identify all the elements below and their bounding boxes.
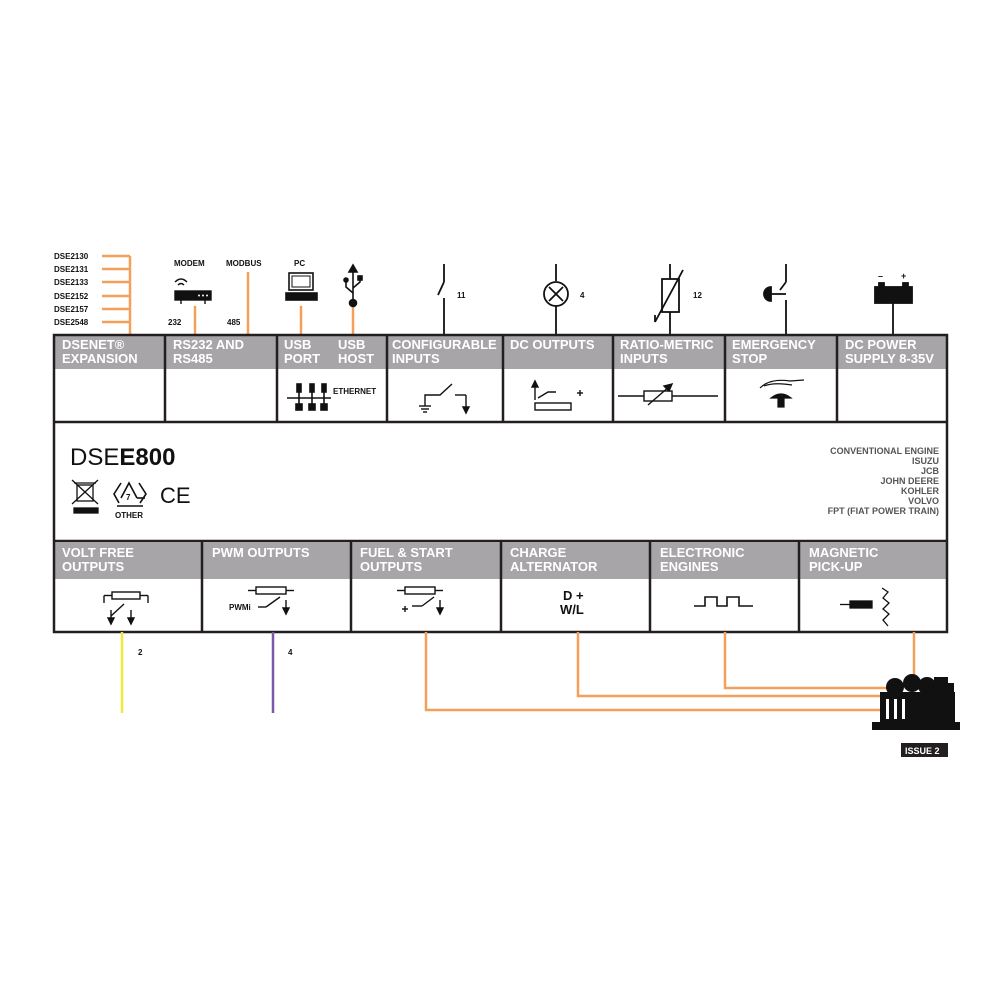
battery-plus-label: + [901, 271, 907, 281]
section-header-ratiometric: RATIO-METRIC [620, 337, 714, 352]
expansion-module-label: DSE2152 [54, 292, 89, 301]
engine-item: CONVENTIONAL ENGINE [830, 446, 939, 456]
sensor-icon [655, 264, 683, 335]
section-header-magnetic-pickup-l2: PICK-UP [809, 559, 863, 574]
engine-item: JOHN DEERE [880, 476, 939, 486]
section-header-dsenet-l2: EXPANSION [62, 351, 138, 366]
expansion-module-labels [54, 252, 89, 327]
section-header-emergency-stop-l2: STOP [732, 351, 768, 366]
section-header-rs232-l2: RS485 [173, 351, 213, 366]
usb-icon [344, 265, 362, 307]
ce-mark: CE [160, 483, 191, 508]
section-header-electronic-engines-l2: ENGINES [660, 559, 719, 574]
ethernet-label: ETHERNET [333, 387, 377, 396]
pwm-outputs-count: 4 [288, 648, 293, 657]
recycle-caption: OTHER [115, 511, 143, 520]
section-header-magnetic-pickup: MAGNETIC [809, 545, 879, 560]
section-header-usb-port: USB [284, 337, 312, 352]
section-header-charge-alternator: CHARGE [510, 545, 567, 560]
section-header-rs232: RS232 AND [173, 337, 245, 352]
charge-alternator-wl: W/L [560, 602, 584, 617]
battery-icon [875, 283, 912, 335]
dc-outputs-count: 4 [580, 291, 585, 300]
section-header-fuel-start-l2: OUTPUTS [360, 559, 423, 574]
section-header-dc-power-l2: SUPPLY 8-35V [845, 351, 934, 366]
section-header-charge-alternator-l2: ALTERNATOR [510, 559, 598, 574]
section-header-dc-outputs: DC OUTPUTS [510, 337, 595, 352]
expansion-module-label: DSE2133 [54, 278, 89, 287]
brand-prefix: DSE [70, 444, 120, 471]
switch-icon [438, 264, 444, 335]
section-header-volt-free-l2: OUTPUTS [62, 559, 125, 574]
expansion-module-label: DSE2130 [54, 252, 89, 261]
charge-alternator-d-plus: D + [563, 588, 584, 603]
modem-icon [175, 279, 211, 304]
issue-label: ISSUE 2 [905, 746, 940, 756]
volt-free-outputs-count: 2 [138, 648, 143, 657]
section-header-electronic-engines: ELECTRONIC [660, 545, 745, 560]
section-header-pwm-outputs: PWM OUTPUTS [212, 545, 310, 560]
port-485-label: 485 [227, 318, 241, 327]
model-name [70, 444, 175, 471]
section-header-dsenet: DSENET® [62, 337, 125, 352]
expansion-module-label: DSE2131 [54, 265, 89, 274]
engine-item: JCB [920, 466, 939, 476]
brand-model: E800 [119, 444, 176, 471]
modem-label: MODEM [174, 259, 205, 268]
pwm-label: PWMi [229, 603, 251, 612]
pc-icon [286, 273, 317, 300]
section-header-dc-power: DC POWER [845, 337, 917, 352]
ratiometric-inputs-count: 12 [693, 291, 702, 300]
section-header-usb-host: USB [338, 337, 366, 352]
section-header-volt-free: VOLT FREE [62, 545, 134, 560]
engine-item: FPT (FIAT POWER TRAIN) [827, 506, 939, 516]
emergency-stop-icon [764, 264, 786, 335]
modbus-label: MODBUS [226, 259, 262, 268]
engine-wires [426, 632, 914, 710]
generator-icon [872, 674, 960, 730]
section-header-emergency-stop: EMERGENCY [732, 337, 816, 352]
engine-item: ISUZU [912, 456, 939, 466]
pc-label: PC [294, 259, 306, 268]
lamp-icon [544, 264, 568, 335]
section-header-usb-port-l2: PORT [284, 351, 321, 366]
section-header-ratiometric-l2: INPUTS [620, 351, 668, 366]
configurable-inputs-count: 11 [457, 291, 466, 300]
engine-item: KOHLER [901, 486, 939, 496]
recycle-number: 7 [126, 493, 131, 502]
section-header-fuel-start: FUEL & START [360, 545, 453, 560]
port-232-label: 232 [168, 318, 182, 327]
section-header-usb-host-l2: HOST [338, 351, 375, 366]
battery-minus-label: – [878, 271, 884, 281]
section-header-configurable-inputs-l2: INPUTS [392, 351, 440, 366]
expansion-module-label: DSE2548 [54, 318, 89, 327]
section-header-configurable-inputs: CONFIGURABLE [392, 337, 497, 352]
engine-item: VOLVO [908, 496, 939, 506]
expansion-module-label: DSE2157 [54, 305, 89, 314]
